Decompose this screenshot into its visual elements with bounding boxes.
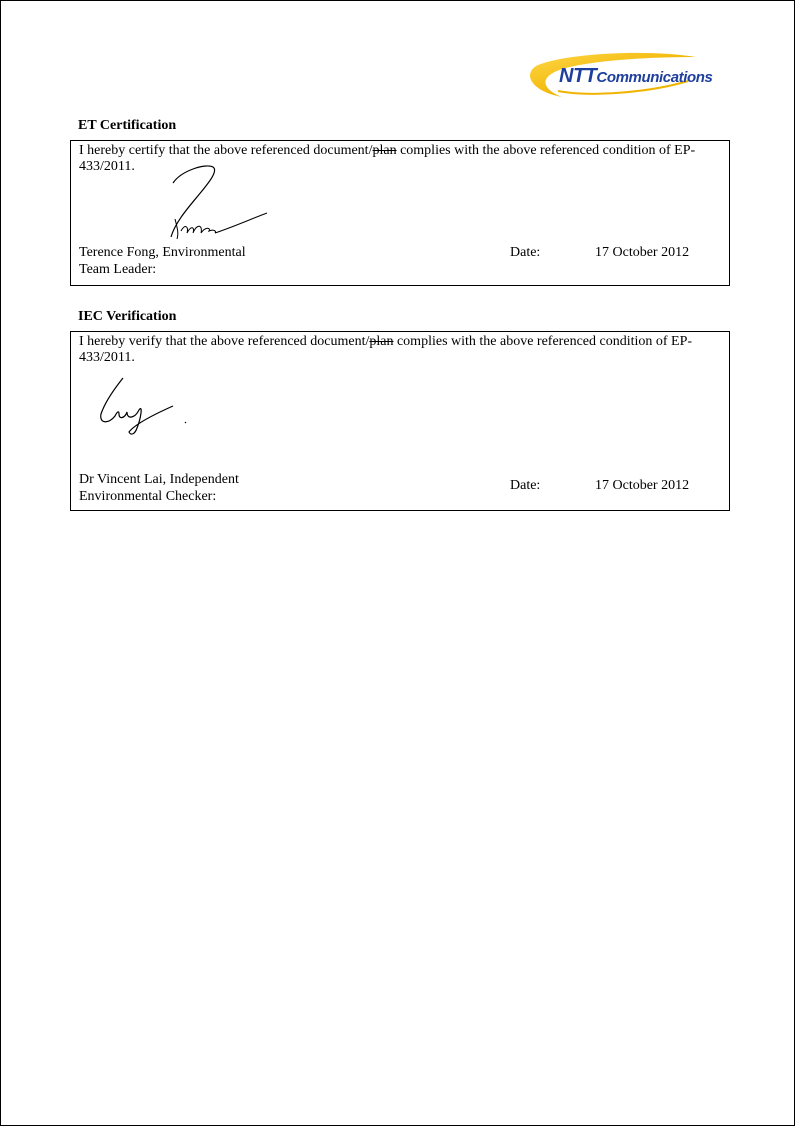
logo-wordmark bbox=[559, 65, 712, 88]
et-date-value: 17 October 2012 bbox=[595, 245, 690, 260]
et-signatory-name: Terence Fong, Environmental Team Leader: bbox=[79, 245, 246, 277]
struck-text: plan bbox=[372, 143, 397, 158]
iec-date-value: 17 October 2012 bbox=[595, 478, 690, 493]
struck-text: plan bbox=[369, 334, 394, 349]
vincent-lai-signature bbox=[95, 374, 195, 438]
et-date-label: Date: bbox=[510, 245, 541, 260]
et-certification-heading: ET Certification bbox=[78, 118, 177, 133]
et-certification-box bbox=[70, 140, 730, 286]
et-certification-statement: I hereby certify that the above referenced document/plan complies with the above referenced condition of EP-433/2011. bbox=[79, 143, 696, 174]
iec-signatory-name: Dr Vincent Lai, Independent Environmental Checker: bbox=[79, 472, 239, 504]
ntt-communications-logo bbox=[528, 51, 728, 99]
iec-verification-heading: IEC Verification bbox=[78, 309, 177, 324]
terence-fong-signature bbox=[163, 161, 273, 241]
logo-communications-text: Communications bbox=[596, 69, 713, 86]
iec-date-label: Date: bbox=[510, 478, 541, 493]
logo-ntt-text: NTT bbox=[559, 65, 597, 87]
iec-verification-statement: I hereby verify that the above referenced document/plan complies with the above referenced condition of EP-433/2011. bbox=[79, 334, 693, 365]
iec-verification-box bbox=[70, 331, 730, 511]
